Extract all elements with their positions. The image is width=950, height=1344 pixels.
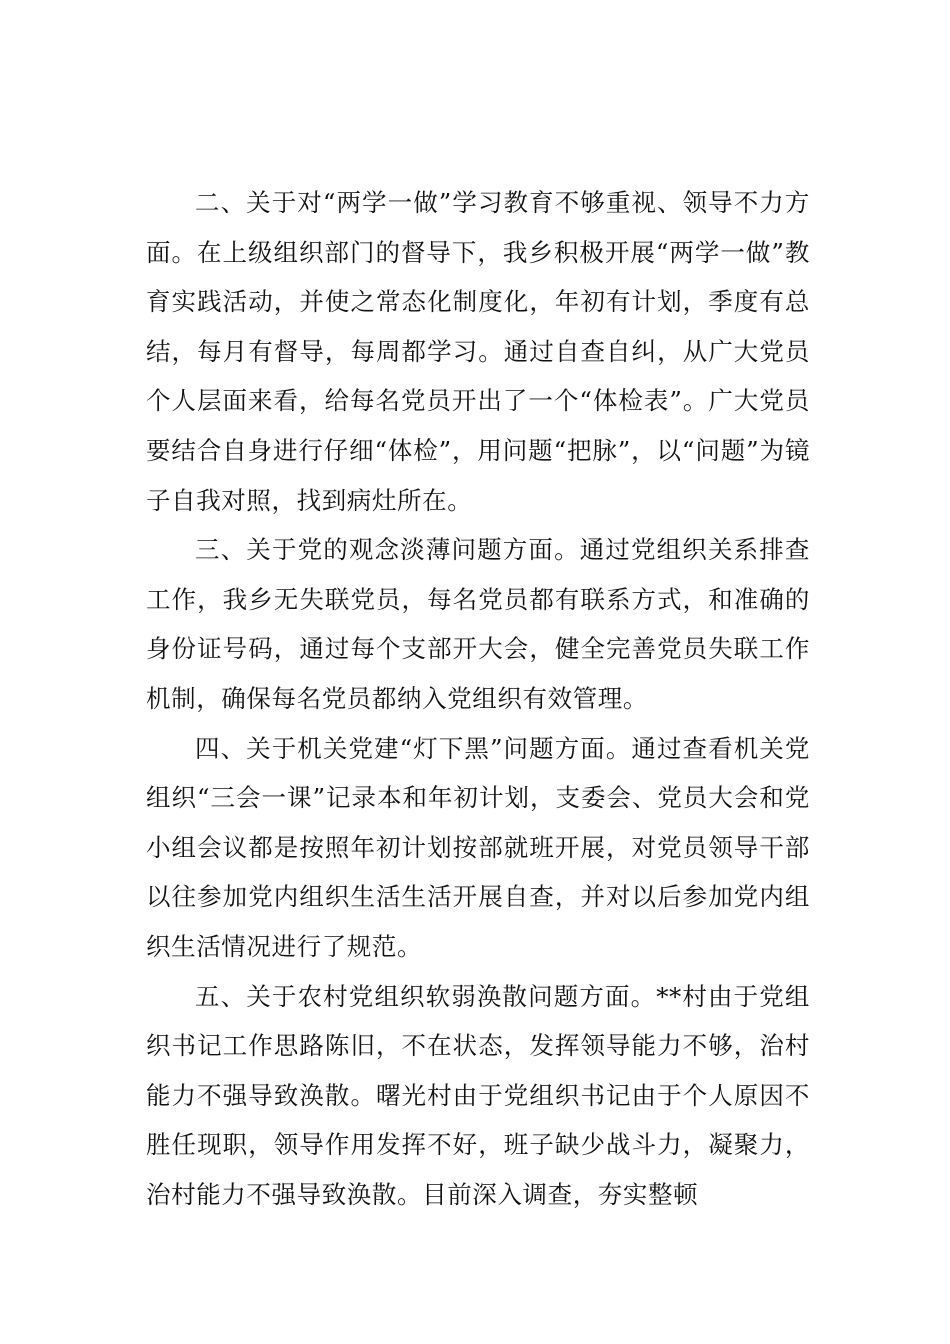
paragraph-two-learn-one-do: 二、关于对“两学一做”学习教育不够重视、领导不力方面。在上级组织部门的督导下，我乡积极开展“两学一做”教育实践活动，并使之常态化制度化，年初有计划，季度有总结，每月有督导，每周都学习。通过自查自纠，从广大党员个人层面来看，给每名党员开出了一个“体检表”。广大党员要结合自身进行仔细“体检”，用问题“把脉”，以“问题”为镜子自我对照，找到病灶所在。 xyxy=(146,188,810,515)
document-page xyxy=(146,178,810,1219)
paragraph-office-party-building: 四、关于机关党建“灯下黑”问题方面。通过查看机关党组织“三会一课”记录本和年初计划，支委会、党员大会和党小组会议都是按照年初计划按部就班开展，对党员领导干部以往参加党内组织生活生活开展自查，并对以后参加党内组织生活情况进行了规范。 xyxy=(146,733,810,961)
paragraph-rural-party-organization: 五、关于农村党组织软弱涣散问题方面。**村由于党组织书记工作思路陈旧，不在状态，发挥领导能力不够，治村能力不强导致涣散。曙光村由于党组织书记由于个人原因不胜任现职，领导作用发挥不好，班子缺少战斗力，凝聚力，治村能力不强导致涣散。目前深入调查，夯实整顿 xyxy=(146,981,810,1209)
paragraph-party-concept: 三、关于党的观念淡薄问题方面。通过党组织关系排查工作，我乡无失联党员，每名党员都有联系方式，和准确的身份证号码，通过每个支部开大会，健全完善党员失联工作机制，确保每名党员都纳入党组织有效管理。 xyxy=(146,535,810,713)
